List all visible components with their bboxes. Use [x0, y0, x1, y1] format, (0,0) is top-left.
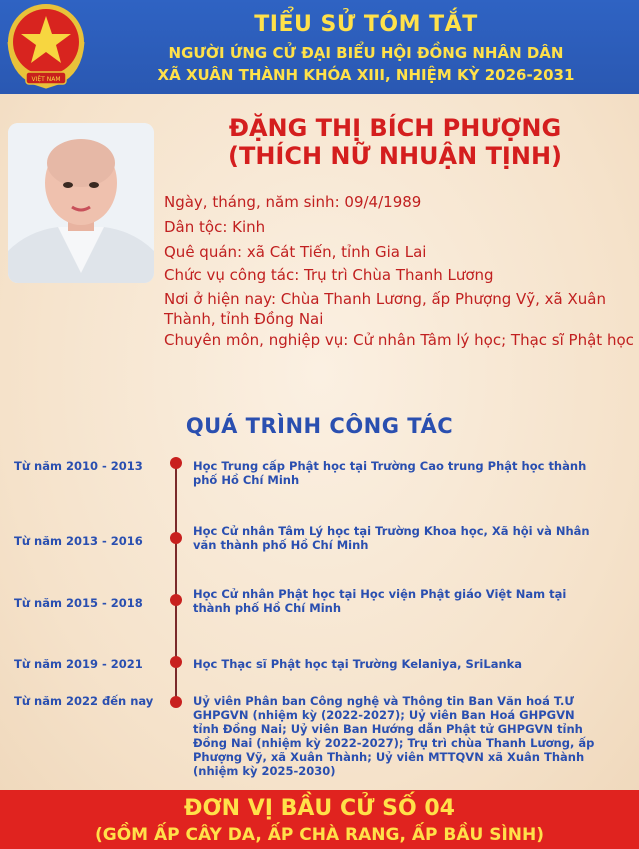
subtitle-line-1: NGƯỜI ỨNG CỬ ĐẠI BIỂU HỘI ĐỒNG NHÂN DÂN [168, 44, 564, 62]
timeline-line [175, 462, 177, 706]
timeline-period: Từ năm 2022 đến nay [14, 694, 154, 708]
constituency-areas: (GỒM ẤP CÂY DA, ẤP CHÀ RANG, ẤP BẦU SÌNH) [94, 825, 545, 845]
info-expertise: Chuyên môn, nghiệp vụ: Cử nhân Tâm lý học; Thạc sĩ Phật học [164, 331, 634, 349]
timeline-dot [170, 656, 182, 668]
career-section-title: QUÁ TRÌNH CÔNG TÁC [185, 414, 454, 438]
constituency-title: ĐƠN VỊ BẦU CỬ SỐ 04 [184, 796, 455, 821]
timeline-description: Học Thạc sĩ Phật học tại Trường Kelaniya, SriLanka [193, 657, 523, 671]
candidate-dharma-name: (THÍCH NỮ NHUẬN TỊNH) [227, 142, 563, 170]
subtitle-line-2: XÃ XUÂN THÀNH KHÓA XIII, NHIỆM KỲ 2026-2031 [157, 66, 575, 84]
timeline-period: Từ năm 2019 - 2021 [14, 657, 143, 671]
timeline-description: Học Cử nhân Tâm Lý học tại Trường Khoa học, Xã hội và Nhân văn thành phố Hồ Chí Minh [193, 524, 590, 552]
national-emblem-icon [4, 2, 88, 90]
info-position: Chức vụ công tác: Trụ trì Chùa Thanh Lương [164, 266, 494, 284]
timeline-description: Học Trung cấp Phật học tại Trường Cao trung Phật học thành phố Hồ Chí Minh [193, 459, 587, 487]
candidate-photo [8, 123, 154, 283]
timeline-period: Từ năm 2015 - 2018 [14, 596, 143, 610]
timeline-description: Uỷ viên Phân ban Công nghệ và Thông tin Ban Văn hoá T.Ư GHPGVN (nhiệm kỳ (2022-2027); Uỷ viên Ban Hoá GHPGVN tỉnh Đồng Nai; Uỷ viên Ban Hướng dẫn Phật tử GHPGVN tỉnh Đồng Nai (nhiệm kỳ 2022-2027); Trụ trì chùa Thanh Lương, ấp Phượng Vỹ, xã Xuân Thành; Uỷ viên MTTQVN xã Xuân Thành (nhiệm kỳ 2025-2030) [193, 694, 595, 778]
info-residence: Nơi ở hiện nay: Chùa Thanh Lương, ấp Phượng Vỹ, xã Xuân Thành, tỉnh Đồng Nai [164, 290, 606, 328]
timeline-period: Từ năm 2013 - 2016 [14, 534, 143, 548]
info-birthdate: Ngày, tháng, năm sinh: 09/4/1989 [164, 193, 422, 211]
info-ethnicity: Dân tộc: Kinh [164, 218, 266, 236]
candidate-name: ĐẶNG THỊ BÍCH PHƯỢNG [228, 114, 562, 142]
page-title: TIỂU SỬ TÓM TẮT [254, 12, 478, 37]
timeline-dot [170, 532, 182, 544]
timeline-description: Học Cử nhân Phật học tại Học viện Phật giáo Việt Nam tại thành phố Hồ Chí Minh [193, 587, 567, 615]
emblem-text: VIỆT NAM [31, 76, 61, 83]
timeline-dot [170, 457, 182, 469]
timeline-period: Từ năm 2010 - 2013 [14, 459, 143, 473]
info-hometown: Quê quán: xã Cát Tiến, tỉnh Gia Lai [164, 243, 427, 261]
timeline-dot [170, 696, 182, 708]
timeline-dot [170, 594, 182, 606]
